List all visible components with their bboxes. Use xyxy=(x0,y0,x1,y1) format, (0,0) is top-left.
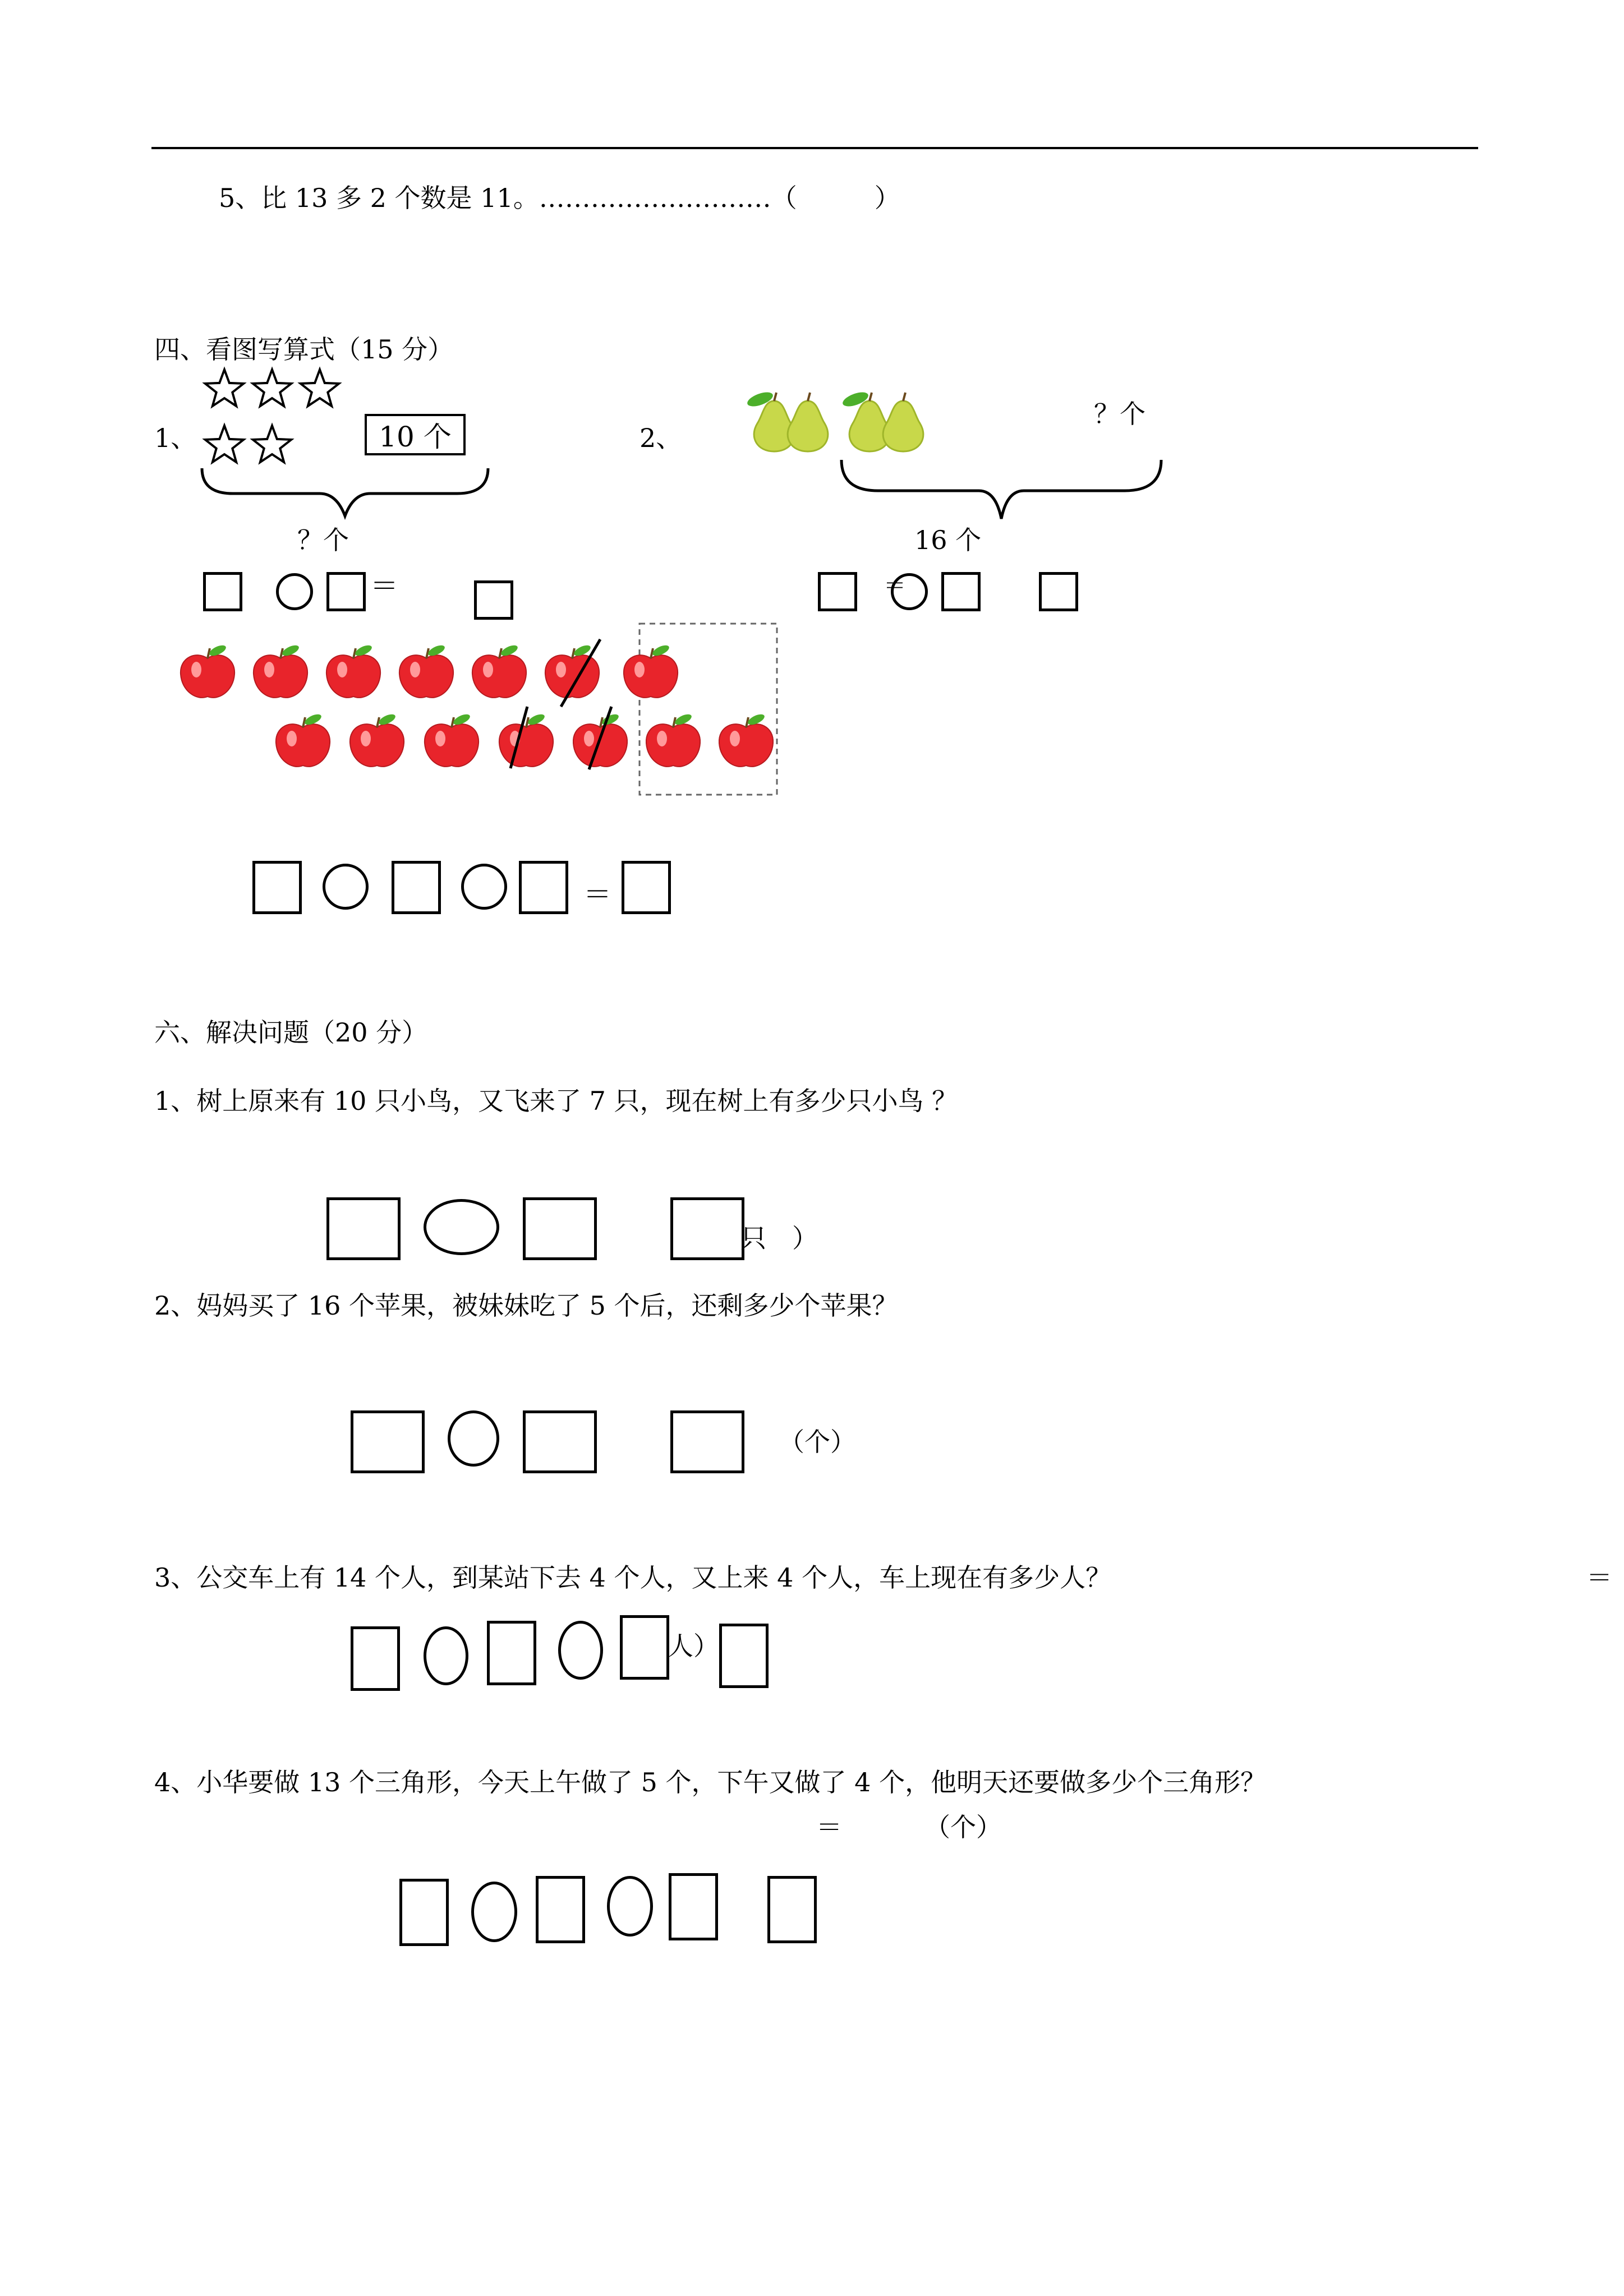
p3-answer-box-1[interactable] xyxy=(252,861,302,914)
s6-q4-box-1[interactable] xyxy=(399,1879,449,1946)
p1-equals: ＝ xyxy=(370,570,398,602)
p1-answer-box-2[interactable] xyxy=(326,572,366,611)
star-icon xyxy=(205,370,243,406)
s6-q1-box-1[interactable] xyxy=(326,1197,401,1260)
pear-icon xyxy=(746,389,828,451)
s6-q4-box-2[interactable] xyxy=(536,1876,585,1943)
s6-q4-operator-1[interactable] xyxy=(471,1882,517,1942)
p2-answer-box-1[interactable] xyxy=(818,572,857,611)
judge-q5-dots: ……………………… xyxy=(539,183,771,213)
s6-q4-box-3[interactable] xyxy=(669,1873,718,1940)
s6-q3-text: 3、公交车上有 14 个人，到某站下去 4 个人，又上来 4 个人，车上现在有多少人？ xyxy=(154,1562,1112,1593)
p2-answer-operator[interactable] xyxy=(891,573,928,610)
s6-q3-box-3[interactable] xyxy=(620,1615,669,1680)
pears-figure xyxy=(740,387,942,460)
s6-q3-equals: ＝ xyxy=(1586,1562,1612,1593)
s6-q3-operator-2[interactable] xyxy=(558,1621,603,1680)
apple-icon xyxy=(326,643,380,698)
p1-boxed-label: 10 个 xyxy=(365,414,466,455)
p1-question: ？个 xyxy=(297,525,349,555)
apple-icon xyxy=(499,712,553,767)
p1-answer-result[interactable] xyxy=(474,580,513,620)
p1-number: 1、 xyxy=(154,423,197,453)
s6-q2-result[interactable] xyxy=(670,1410,744,1473)
s6-q2-operator[interactable] xyxy=(448,1410,499,1467)
p3-answer-operator-1[interactable] xyxy=(323,864,369,910)
judge-q5 xyxy=(219,185,900,211)
s6-q2-unit: （个） xyxy=(779,1427,856,1457)
s6-q3-unit: 人） xyxy=(668,1631,719,1661)
s6-q4-equals: ＝ xyxy=(816,1812,842,1842)
section4-heading: 四、看图写算式（15 分） xyxy=(154,334,454,365)
s6-q4-result[interactable] xyxy=(767,1876,817,1943)
s6-q1-box-2[interactable] xyxy=(523,1197,597,1260)
p3-answer-box-3[interactable] xyxy=(519,861,568,914)
s6-q4-unit: （个） xyxy=(924,1812,1002,1842)
s6-q3-operator-1[interactable] xyxy=(424,1626,468,1685)
p2-answer-result[interactable] xyxy=(1039,572,1078,611)
s6-q3-box-1[interactable] xyxy=(351,1626,400,1691)
s6-q2-box-1[interactable] xyxy=(351,1410,425,1473)
p2-answer-box-2[interactable] xyxy=(941,572,981,611)
apple-icon xyxy=(646,712,700,767)
star-icon xyxy=(253,370,291,406)
s6-q2-text: 2、妈妈买了 16 个苹果，被妹妹吃了 5 个后，还剩多少个苹果？ xyxy=(154,1290,898,1321)
star-icon xyxy=(205,426,243,462)
pear-icon xyxy=(841,389,923,451)
apple-icon xyxy=(181,643,234,698)
apple-icon xyxy=(719,712,773,767)
apple-icon xyxy=(276,712,330,767)
p3-equals: ＝ xyxy=(583,878,611,911)
p2-question: ？个 xyxy=(1094,399,1145,429)
star-icon xyxy=(253,426,291,462)
s6-q3-box-2[interactable] xyxy=(487,1621,536,1685)
p3-answer-operator-2[interactable] xyxy=(461,864,507,910)
top-rule xyxy=(151,147,1478,149)
p2-brace xyxy=(839,457,1164,524)
s6-q3-result[interactable] xyxy=(719,1624,769,1688)
judge-q5-answer[interactable]: （ ） xyxy=(771,183,900,213)
p3-answer-box-2[interactable] xyxy=(392,861,441,914)
apple-icon xyxy=(254,643,307,698)
s6-q1-unit: 只 ） xyxy=(740,1223,818,1253)
p3-answer-result[interactable] xyxy=(622,861,671,914)
s6-q2-box-2[interactable] xyxy=(523,1410,597,1473)
s6-q1-operator[interactable] xyxy=(424,1199,499,1255)
p1-brace xyxy=(199,465,491,522)
p2-total: 16 个 xyxy=(914,525,982,555)
p2-equals: ＝ xyxy=(884,573,906,599)
judge-q5-text: 5、比 13 多 2 个数是 11。 xyxy=(219,183,539,213)
s6-q1-result[interactable] xyxy=(670,1197,744,1260)
p1-answer-operator[interactable] xyxy=(276,573,313,610)
apple-icon xyxy=(425,712,479,767)
s6-q1-text: 1、树上原来有 10 只小鸟，又飞来了 7 只，现在树上有多少只小鸟 ？ xyxy=(154,1086,958,1116)
apple-icon xyxy=(399,643,453,698)
s6-q4-operator-2[interactable] xyxy=(607,1876,653,1937)
apple-icon xyxy=(350,712,404,767)
star-icon xyxy=(301,370,339,406)
s6-q4-text: 4、小华要做 13 个三角形，今天上午做了 5 个，下午又做了 4 个，他明天还要做多少个三角形？ xyxy=(154,1767,1267,1797)
section6-heading: 六、解决问题（20 分） xyxy=(154,1017,428,1048)
apples-figure xyxy=(168,623,813,813)
p2-number: 2、 xyxy=(640,423,682,453)
apple-icon xyxy=(624,643,678,698)
apple-icon xyxy=(472,643,526,698)
p1-answer-box-1[interactable] xyxy=(203,572,242,611)
